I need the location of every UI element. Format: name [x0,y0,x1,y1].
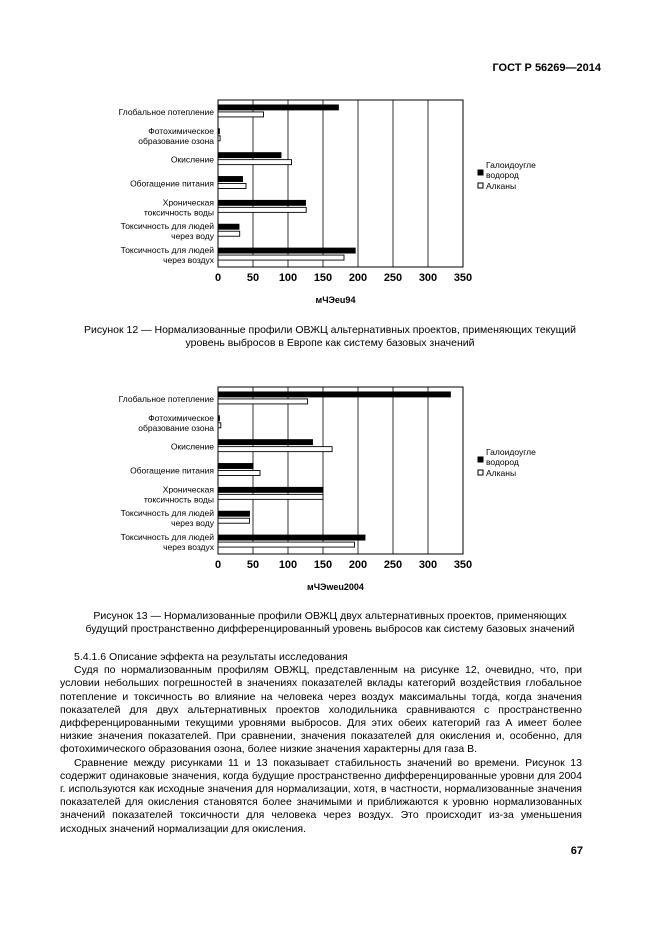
x-tick-label: 300 [418,272,438,284]
category-label: Фотохимическое [148,125,214,136]
x-tick-label: 200 [348,272,368,284]
category-label: образование озона [138,422,214,433]
bar [218,487,323,492]
caption-line: Рисунок 13 — Нормализованные профили ОВЖЦ двух альтернативных проектов, применяющих [93,610,567,622]
x-tick-label: 50 [246,272,260,284]
caption-line: Рисунок 12 — Нормализованные профили ОВЖЦ альтернативных проектов, применяющих текущий [83,324,577,336]
figure-13-chart [0,382,661,602]
category-label: образование озона [138,135,214,146]
x-tick-label: 250 [383,559,403,571]
bar [218,129,219,134]
category-label: Окисление [170,441,214,452]
x-axis-label: мЧЭеu94 [315,295,356,305]
bar [218,160,292,165]
x-tick-label: 0 [214,272,222,284]
x-tick-label: 350 [453,272,473,284]
bar [218,471,260,476]
legend-label: Галоидоугле [486,160,536,170]
bar [218,177,243,182]
bar [218,184,246,189]
bar [218,423,221,428]
x-tick-label: 150 [313,272,333,284]
category-label: токсичность воды [143,207,214,218]
x-tick-label: 300 [418,559,438,571]
legend-swatch [478,183,483,188]
x-tick-label: 200 [348,559,368,571]
category-label: Токсичность для людей [120,532,214,543]
bar [218,136,220,141]
category-label: Хроническая [162,484,214,495]
plot-area [218,100,463,267]
legend-label: водород [486,170,519,180]
legend-label: Алканы [486,468,517,478]
x-tick-label: 100 [278,272,298,284]
bar [218,153,281,158]
legend-label: Галоидоугле [486,447,536,457]
legend-swatch [478,457,483,462]
bar [218,447,332,452]
page-number: 67 [570,845,583,857]
bar [218,440,313,445]
bar [218,535,365,540]
category-label: токсичность воды [143,494,214,505]
bar [218,416,219,421]
x-tick-label: 150 [313,559,333,571]
category-label: Токсичность для людей [120,221,214,232]
category-label: Хроническая [162,197,214,208]
document-id: ГОСТ Р 56269—2014 [492,62,601,74]
caption-line: будущий пространственно дифференцированный уровень выбросов как систему базовых значений [85,623,575,635]
bar [218,464,253,469]
bar [218,105,338,110]
bar [218,231,240,236]
x-tick-label: 0 [214,559,222,571]
bar [218,224,239,229]
x-axis-label: мЧЭweu2004 [307,582,364,592]
section-body [60,651,582,836]
category-label: Обогащение питания [130,178,214,189]
x-tick-label: 50 [246,559,260,571]
legend-label: Алканы [486,181,517,191]
x-tick-label: 350 [453,559,473,571]
legend-swatch [478,170,483,175]
bar [218,518,250,523]
category-label: через воду [171,231,214,242]
bar [218,207,306,212]
bar [218,255,344,260]
caption-line: уровень выбросов в Европе как систему базовых значений [185,337,475,349]
paragraph: Сравнение между рисунками 11 и 13 показывает стабильность значений во времени. Рисунок 13 содержит одинаковые значения, когда будущие пространственно дифференцированные уровни для 2004 г. используются как исходные значения для нормализации, хотя, в частности, нормализованные значения показателей для окисления становятся более значимыми и приближаются к уровню нормализованных значений показателей токсичности для человека через воздух. Это происходит из-за уменьшения исходных значений нормализации для окисления. [60,756,582,835]
section-title: 5.4.1.6 Описание эффекта на результаты исследования [74,651,348,663]
legend-label: водород [486,457,519,467]
paragraph: Судя по нормализованным профилям ОВЖЦ, представленным на рисунке 12, очевидно, что, при условии небольших погрешностей в значениях показателей вклады категорий воздействия глобальное потепление и токсичность во влияние на человека через воздух максимальны тогда, когда значения показателей для двух альтернативных проектов холодильника сравниваются с пространственно дифференцированными текущими уровнями выбросов. Для этих обеих категорий газ А имеет более низкие значения показателей. При сравнении, значения показателей для окисления и, особенно, для фотохимического образования озона, более низкие значения характерны для газа В. [60,664,582,756]
bar [218,392,450,397]
bar [218,542,355,547]
category-label: через воздух [163,255,214,266]
figure-12-caption [30,324,630,350]
bar [218,112,264,117]
category-label: Глобальное потепление [118,106,214,117]
x-tick-label: 250 [383,272,403,284]
category-label: через воду [171,518,214,529]
category-label: Окисление [170,154,214,165]
category-label: Глобальное потепление [118,393,214,404]
figure-12-chart [0,95,661,315]
category-label: Токсичность для людей [120,245,214,256]
x-tick-label: 100 [278,559,298,571]
category-label: Токсичность для людей [120,508,214,519]
category-label: Фотохимическое [148,412,214,423]
bar [218,511,250,516]
bar [218,200,306,205]
figure-13-caption [30,610,630,636]
legend-swatch [478,470,483,475]
bar [218,248,355,253]
bar [218,399,308,404]
category-label: Обогащение питания [130,465,214,476]
category-label: через воздух [163,542,214,553]
bar [218,494,323,499]
